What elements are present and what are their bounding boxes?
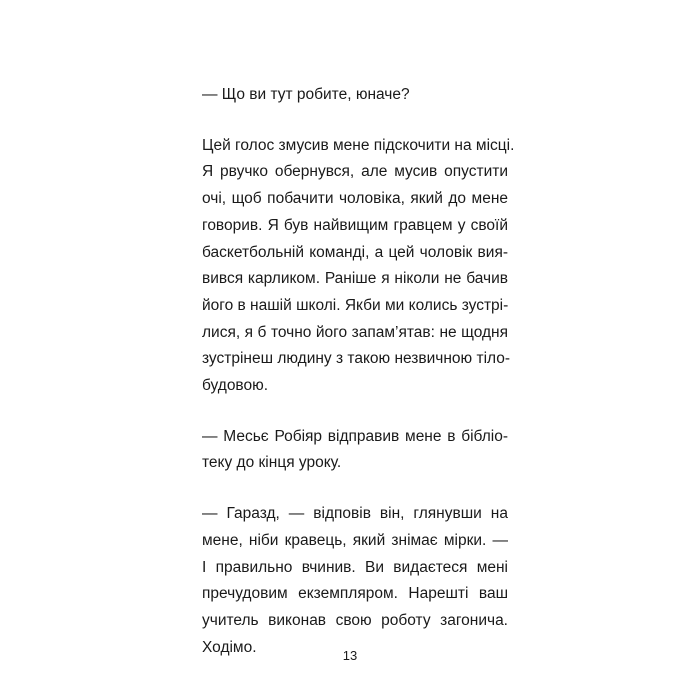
text-line: лися, я б точно його запам’ятав: не щодня	[202, 323, 508, 341]
text-line: Ходімо.	[202, 638, 257, 656]
book-page-text	[202, 82, 515, 685]
text-line: вився карликом. Раніше я ніколи не бачив	[202, 270, 508, 288]
paragraph-4	[202, 501, 508, 661]
text-line: — Месьє Робіяр відправив мене в бібліо-	[202, 427, 508, 445]
paragraph-2	[202, 133, 515, 400]
text-line: — Гаразд, — відповів він, глянувши на	[202, 505, 508, 523]
text-line: — Що ви тут робите, юначе?	[202, 86, 410, 103]
text-line: будовою.	[202, 377, 269, 395]
page-number: 13	[342, 648, 358, 663]
text-line: його в нашій школі. Якби ми колись зустрі-	[202, 296, 509, 314]
text-line: І правильно вчинив. Ви видаєтеся мені	[202, 558, 508, 576]
text-line: зустрінеш людину з такою незвичною тіло-	[202, 350, 511, 368]
text-line: баскетбольній команді, а цей чоловік вия-	[202, 243, 508, 261]
text-line: Я рвучко обернувся, але мусив опустити	[202, 163, 508, 181]
text-line: говорив. Я був найвищим гравцем у своїй	[202, 216, 508, 234]
text-line: пречудовим екземпляром. Нарешті ваш	[202, 585, 508, 603]
text-line: учитель виконав свою роботу загонича.	[202, 611, 508, 629]
text-line: очі, щоб побачити чоловіка, який до мене	[202, 190, 508, 208]
text-line: Цей голос змусив мене підскочити на місці.	[202, 136, 515, 154]
text-line: мене, ніби кравець, який знімає мірки. —	[202, 531, 508, 549]
text-line: теку до кінця уроку.	[202, 454, 342, 472]
paragraph-3	[202, 424, 508, 477]
paragraph-1	[202, 82, 508, 109]
